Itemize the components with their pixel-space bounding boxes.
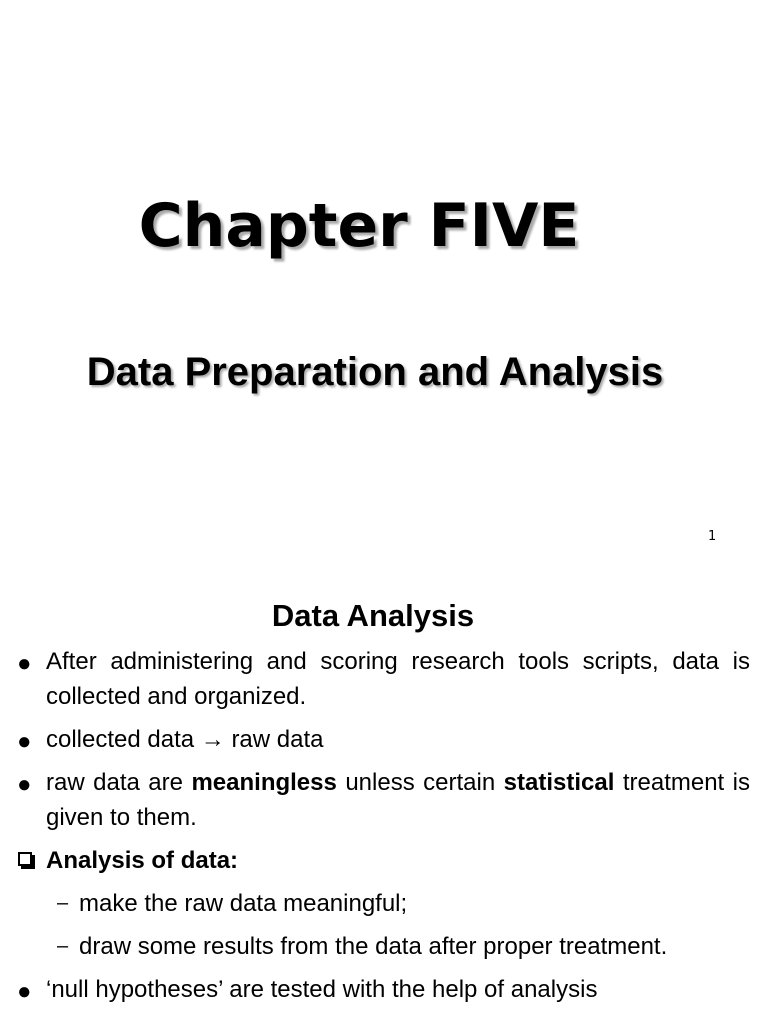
bullet-text: collected data → raw data [46,726,324,753]
data-analysis-slide [0,576,768,1024]
slide-subtitle: Data Preparation and Analysis [86,350,664,394]
list-item [0,644,750,714]
bullet-text: ‘null hypotheses’ are tested with the help of analysis [46,976,598,1003]
bullet-text-bold: statistical [503,769,615,796]
bullet-text-part: treatment is given to them. [46,769,751,831]
sub-bullet-text: draw some results from the data after proper treatment. [79,933,668,960]
sub-bullet-text: make the raw data meaningful; [79,890,408,917]
bullet-text: After administering and scoring research tools scripts, data is collected and organized. [46,648,750,710]
chapter-title: Chapter FIVE [138,191,580,261]
bullet-dot-icon: ● [17,771,32,798]
list-item [0,765,750,835]
page-number: 1 [708,529,717,544]
bullet-dot-icon: ● [17,978,32,1005]
bullet-list [0,644,768,1015]
sub-list-item [0,929,750,964]
list-item [0,843,750,878]
dash-bullet-icon: – [57,892,69,914]
bullet-text-part: raw data are [46,769,192,796]
sub-list-item [0,886,750,921]
list-item [0,972,750,1007]
bullet-text-bold: meaningless [191,769,337,796]
list-item [0,722,750,757]
dash-bullet-icon: – [57,935,69,957]
section-heading: Analysis of data: [46,847,239,874]
bullet-text-part: unless certain [336,769,504,796]
square-bullet-icon [18,852,32,866]
bullet-dot-icon: ● [17,650,32,677]
bullet-dot-icon: ● [17,728,32,755]
slide-title: Data Analysis [271,598,475,633]
